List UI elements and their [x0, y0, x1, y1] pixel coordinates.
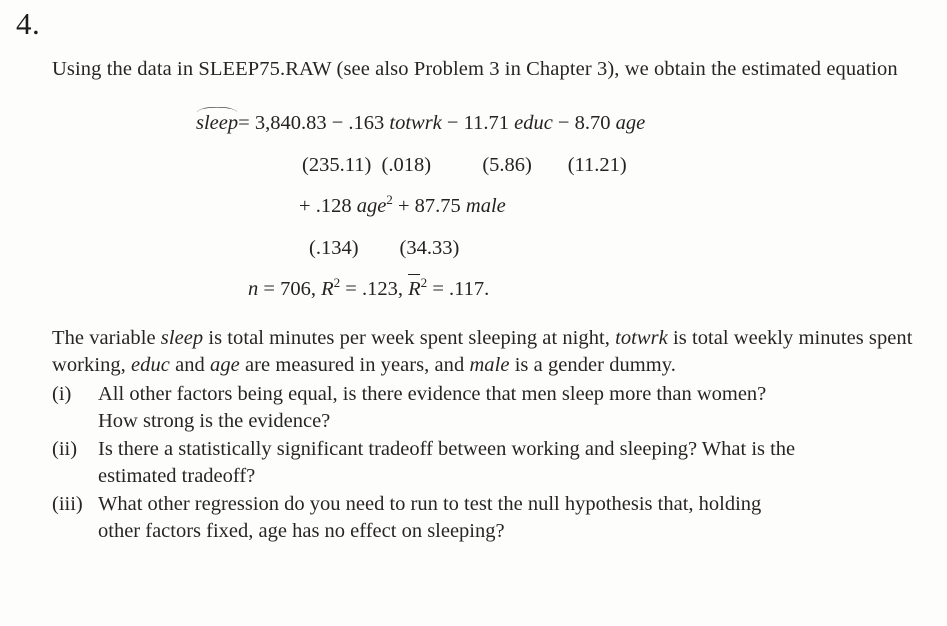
- r-squared-value: .123,: [361, 278, 403, 300]
- subquestion-item-ii: [52, 436, 936, 490]
- description-text-1: The variable: [52, 327, 161, 349]
- term4-coefficient: .128: [315, 195, 352, 217]
- subquestion-i-line-2: How strong is the evidence?: [98, 410, 331, 432]
- problem-intro-text: Using the data in SLEEP75.RAW (see also Problem 3 in Chapter 3), we obtain the estimated equation: [52, 58, 898, 80]
- r-squared-symbol: R: [321, 278, 334, 300]
- description-text-6: is a gender dummy.: [509, 354, 676, 376]
- problem-body: [52, 56, 936, 545]
- stats-equals-3: =: [432, 278, 444, 300]
- intercept-value: 3,840.83: [254, 112, 327, 134]
- subquestion-list: [52, 381, 936, 545]
- term4-variable: age: [356, 195, 387, 217]
- standard-errors-line-2: [52, 234, 936, 262]
- variable-educ: educ: [131, 354, 170, 376]
- adjusted-r-squared-barred: [408, 275, 421, 303]
- subquestion-ii-line-2: estimated tradeoff?: [98, 465, 256, 487]
- se-intercept: (235.11): [302, 154, 372, 176]
- subquestion-text-iii: [98, 491, 936, 545]
- subquestion-item-iii: [52, 491, 936, 545]
- se-agesq: (.134): [309, 237, 359, 259]
- subquestion-text-i: [98, 381, 936, 435]
- term4-sign: +: [299, 195, 311, 217]
- dependent-variable-hatted: [196, 109, 238, 137]
- subquestion-iii-line-2: other factors fixed, age has no effect on sleeping?: [98, 520, 505, 542]
- se-age: (11.21): [567, 154, 627, 176]
- term5-variable: male: [465, 195, 506, 217]
- standard-errors-line-1: [52, 151, 936, 179]
- term5-sign: +: [397, 195, 410, 217]
- subquestion-item-i: [52, 381, 936, 435]
- term4-exponent: 2: [386, 192, 393, 208]
- term5-coefficient: 87.75: [414, 195, 461, 217]
- adjusted-r-squared-exponent: 2: [420, 275, 428, 291]
- subquestion-text-ii: [98, 436, 936, 490]
- adjusted-r-squared-symbol: R: [408, 278, 421, 300]
- variable-totwrk: totwrk: [615, 327, 668, 349]
- se-totwrk: (.018): [381, 154, 432, 176]
- stats-equals-2: =: [345, 278, 357, 300]
- term2-coefficient: 11.71: [463, 112, 509, 134]
- term1-variable: totwrk: [389, 112, 442, 134]
- equals-sign: =: [238, 112, 250, 134]
- problem-number: 4.: [16, 6, 41, 41]
- equation-main-line: [52, 109, 936, 137]
- overbar-accent-icon: [408, 274, 421, 275]
- r-squared-exponent: 2: [333, 275, 341, 291]
- stats-equals-1: =: [263, 278, 275, 300]
- variable-description-paragraph: [52, 303, 934, 379]
- description-text-2: is total minutes per week spent sleeping at night,: [203, 327, 616, 349]
- term3-sign: −: [557, 112, 570, 134]
- equation-statistics-line: [52, 275, 936, 303]
- dependent-variable-label: sleep: [196, 112, 239, 134]
- estimated-equation: [52, 109, 936, 303]
- equation-continuation-line: [52, 192, 936, 220]
- description-text-5: are measured in years, and: [239, 354, 470, 376]
- se-educ: (5.86): [482, 154, 532, 176]
- term2-variable: educ: [514, 112, 553, 134]
- variable-sleep: sleep: [160, 327, 204, 349]
- description-text-4: and: [169, 354, 211, 376]
- term3-coefficient: 8.70: [574, 112, 611, 134]
- term2-sign: −: [446, 112, 459, 134]
- sample-size-symbol: n: [248, 278, 259, 300]
- description-text-3: is total weekly minutes spent working,: [52, 327, 913, 376]
- variable-age: age: [210, 354, 240, 376]
- adjusted-r-squared-value: .117.: [449, 278, 490, 300]
- variable-male: male: [469, 354, 510, 376]
- subquestion-marker-iii: (iii): [52, 493, 83, 515]
- term1-coefficient: .163: [348, 112, 385, 134]
- subquestion-i-line-1: All other factors being equal, is there evidence that men sleep more than women?: [98, 383, 767, 405]
- term3-variable: age: [615, 112, 646, 134]
- term1-sign: −: [331, 112, 344, 134]
- se-male: (34.33): [399, 237, 460, 259]
- subquestion-marker-i: (i): [52, 383, 72, 405]
- subquestion-iii-line-1: What other regression do you need to run to test the null hypothesis that, holding: [98, 493, 762, 515]
- subquestion-marker-ii: (ii): [52, 438, 78, 460]
- sample-size-value: 706,: [280, 278, 316, 300]
- subquestion-ii-line-1: Is there a statistically significant tradeoff between working and sleeping? What is the: [98, 438, 796, 460]
